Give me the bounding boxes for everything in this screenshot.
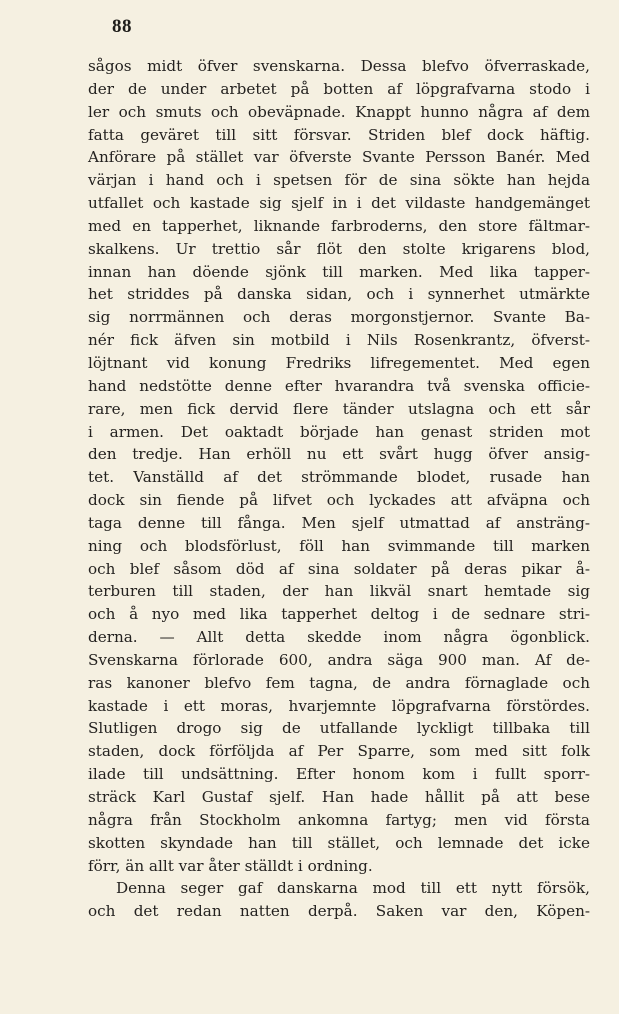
text-line: skotten skyndade han till stället, och lemnade det icke	[88, 833, 590, 852]
text-line: tet. Vanställd af det strömmande blodet, rusade han	[88, 468, 590, 487]
page-number: 88	[112, 16, 132, 37]
text-line: taga denne till fånga. Men sjelf utmattad af ansträng-	[88, 513, 590, 532]
text-line: utfallet och kastade sig sjelf in i det vildaste handgemänget	[88, 194, 590, 213]
text-line: rare, men fick dervid flere tänder utslagna och ett sår	[88, 399, 590, 418]
text-line: den tredje. Han erhöll nu ett svårt hugg öfver ansig-	[88, 445, 590, 464]
text-line: derna. — Allt detta skedde inom några ögonblick.	[88, 628, 590, 647]
text-line: innan han döende sjönk till marken. Med lika tapper-	[88, 262, 590, 281]
text-line: ning och blodsförlust, föll han svimmande till marken	[88, 536, 590, 555]
text-line: skalkens. Ur trettio sår flöt den stolte krigarens blod,	[88, 239, 590, 258]
text-line: ler och smuts och obeväpnade. Knappt hunno några af dem	[88, 102, 590, 121]
text-line: staden, dock förföljda af Per Sparre, som med sitt folk	[88, 742, 590, 761]
text-line: i armen. Det oaktadt började han genast striden mot	[88, 422, 590, 441]
text-line: ras kanoner blefvo fem tagna, de andra förnaglade och	[88, 673, 590, 692]
text-line: Slutligen drogo sig de utfallande lyckligt tillbaka till	[88, 719, 590, 738]
text-line: ilade till undsättning. Efter honom kom i fullt sporr-	[88, 765, 590, 784]
text-line: löjtnant vid konung Fredriks lifregementet. Med egen	[88, 353, 590, 372]
text-line: sträck Karl Gustaf sjelf. Han hade hållit på att bese	[88, 788, 590, 806]
paragraph-first-line: Denna seger gaf danskarna mod till ett nytt försök,	[116, 879, 590, 898]
text-line: och å nyo med lika tapperhet deltog i de sednare stri-	[88, 605, 590, 624]
text-line: het striddes på danska sidan, och i synnerhet utmärkte	[88, 285, 590, 304]
text-line: sågos midt öfver svenskarna. Dessa blefvo öfverraskade,	[88, 57, 590, 75]
text-line: värjan i hand och i spetsen för de sina sökte han hejda	[88, 171, 590, 190]
text-line: terburen till staden, der han likväl snart hemtade sig	[88, 582, 590, 601]
paragraph-end-line: förr, än allt var åter ställdt i ordning.	[88, 856, 373, 875]
text-line: sig norrmännen och deras morgonstjernor. Svante Ba-	[88, 308, 590, 327]
text-line: några från Stockholm ankomna fartyg; men vid första	[88, 810, 590, 829]
text-line: nér fick äfven sin motbild i Nils Rosenkrantz, öfverst-	[88, 331, 590, 350]
text-line: Svenskarna förlorade 600, andra säga 900 man. Af de-	[88, 650, 590, 669]
text-line: hand nedstötte denne efter hvarandra två svenska officie-	[88, 376, 590, 395]
body-text	[88, 55, 590, 923]
text-line: med en tapperhet, liknande farbroderns, den store fältmar-	[88, 216, 590, 235]
text-line: Anförare på stället var öfverste Svante Persson Banér. Med	[88, 148, 590, 167]
text-line: der de under arbetet på botten af löpgrafvarna stodo i	[88, 79, 590, 98]
text-line: och det redan natten derpå. Saken var den, Köpen-	[88, 902, 590, 921]
text-line: fatta geväret till sitt försvar. Striden blef dock häftig.	[88, 125, 590, 144]
text-line: kastade i ett moras, hvarjemnte löpgrafvarna förstördes.	[88, 696, 590, 715]
text-line: dock sin fiende på lifvet och lyckades att afväpna och	[88, 491, 590, 510]
text-line: och blef såsom död af sina soldater på deras pikar å-	[88, 559, 590, 578]
